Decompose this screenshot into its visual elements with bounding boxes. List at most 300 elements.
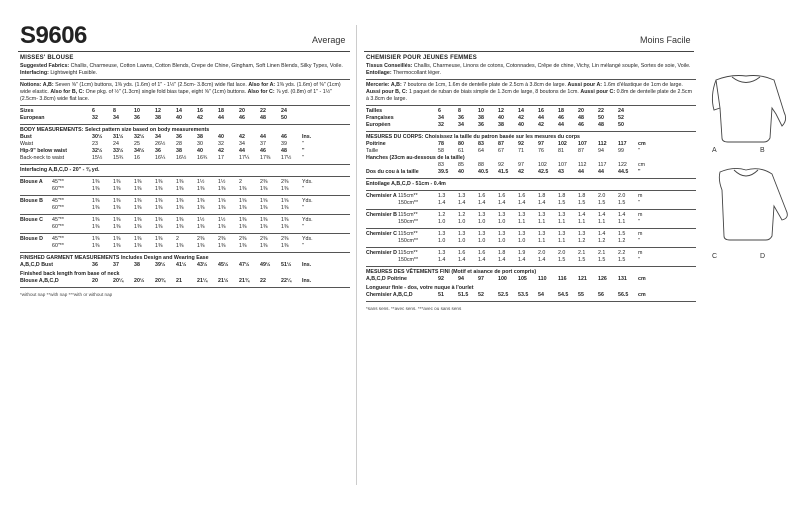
value-cell: 126 bbox=[598, 276, 607, 282]
value-cell: 1.3 bbox=[438, 231, 446, 237]
value-cell: 1⅜ bbox=[176, 217, 184, 223]
value-cell: 34 bbox=[155, 134, 161, 140]
row-label: Chemisier D bbox=[366, 250, 397, 256]
value-cell: 1⅜ bbox=[281, 205, 289, 211]
value-cell: 1⅜ bbox=[113, 205, 121, 211]
value-cell: 34 bbox=[438, 115, 444, 121]
value-cell: " bbox=[638, 257, 640, 263]
value-cell: 38 bbox=[134, 262, 140, 268]
table-row bbox=[366, 122, 696, 129]
value-cell: 1⅜ bbox=[92, 236, 100, 242]
value-cell: 1.4 bbox=[618, 212, 626, 218]
value-cell: 46 bbox=[578, 122, 584, 128]
value-cell: 1⅜ bbox=[218, 205, 226, 211]
row-label bbox=[366, 200, 398, 207]
divider bbox=[20, 287, 350, 288]
value-cell: 81 bbox=[558, 148, 564, 154]
row-values bbox=[52, 243, 323, 250]
row-values bbox=[52, 179, 323, 186]
value-cell: 40 bbox=[498, 115, 504, 121]
value-cell: 1.2 bbox=[438, 212, 446, 218]
value-cell: 40.5 bbox=[478, 169, 489, 175]
value-cell: 16 bbox=[538, 108, 544, 114]
value-cell: Yds. bbox=[302, 236, 313, 242]
divider bbox=[20, 124, 350, 125]
value-cell: 1⅜ bbox=[92, 179, 100, 185]
value-cell: 1⅜ bbox=[92, 243, 100, 249]
value-cell: 60"** bbox=[52, 186, 64, 192]
value-cell: 44 bbox=[218, 115, 224, 121]
value-cell: 34 bbox=[458, 122, 464, 128]
footnote: *without nap **with nap ***with or without nap bbox=[20, 292, 113, 297]
value-cell: 1⅜ bbox=[281, 217, 289, 223]
value-cell: 30½ bbox=[92, 134, 103, 140]
value-cell: Ins. bbox=[302, 278, 312, 284]
value-cell: 1⅜ bbox=[218, 243, 226, 249]
value-cell: 1⅜ bbox=[155, 243, 163, 249]
value-cell: 97 bbox=[518, 162, 524, 168]
row-values bbox=[92, 278, 323, 285]
value-cell: 1.5 bbox=[598, 200, 606, 206]
row-label: Blouse C bbox=[20, 217, 43, 223]
value-cell: cm bbox=[638, 162, 646, 168]
value-cell: 1.0 bbox=[518, 238, 526, 244]
value-cell: 2.2 bbox=[618, 250, 626, 256]
value-cell: 54.5 bbox=[558, 292, 569, 298]
value-cell: 1.4 bbox=[598, 212, 606, 218]
value-cell: 1.2 bbox=[598, 238, 606, 244]
value-cell: 150cm** bbox=[398, 200, 419, 206]
value-cell: 36 bbox=[176, 134, 182, 140]
value-cell: cm bbox=[638, 276, 646, 282]
value-cell: 1⅜ bbox=[92, 186, 100, 192]
row-values bbox=[438, 141, 658, 148]
finished-measurements-title: MESURES DES VÊTEMENTS FINI (Motif et aisance de port compris) bbox=[366, 269, 537, 275]
value-cell: 32½ bbox=[92, 148, 103, 154]
value-cell: 117 bbox=[618, 141, 627, 147]
divider bbox=[366, 79, 696, 80]
value-cell: 83 bbox=[478, 141, 484, 147]
value-cell: 8 bbox=[113, 108, 116, 114]
value-cell: 1.3 bbox=[518, 231, 526, 237]
value-cell: 40 bbox=[176, 115, 182, 121]
value-cell: 31½ bbox=[113, 134, 124, 140]
value-cell: 2⅜ bbox=[218, 236, 226, 242]
value-cell: 1.8 bbox=[538, 193, 546, 199]
english-column bbox=[20, 55, 350, 298]
value-cell: Yds. bbox=[302, 179, 313, 185]
value-cell: 2⅜ bbox=[260, 179, 268, 185]
value-cell: 38 bbox=[197, 134, 203, 140]
value-cell: 8 bbox=[458, 108, 461, 114]
value-cell: cm bbox=[638, 292, 646, 298]
value-cell: 1.3 bbox=[498, 212, 506, 218]
value-cell: 36 bbox=[458, 115, 464, 121]
table-row bbox=[20, 108, 350, 115]
value-cell: 52.5 bbox=[498, 292, 509, 298]
value-cell: 1½ bbox=[218, 217, 226, 223]
value-cell: 1.3 bbox=[578, 231, 586, 237]
value-cell: 40 bbox=[197, 148, 203, 154]
value-cell: 1.3 bbox=[438, 250, 446, 256]
value-cell: 92 bbox=[498, 162, 504, 168]
value-cell: 1⅜ bbox=[239, 186, 247, 192]
value-cell: " bbox=[638, 238, 640, 244]
value-cell: 1⅜ bbox=[113, 198, 121, 204]
table-row bbox=[20, 115, 350, 122]
value-cell: 46 bbox=[239, 115, 245, 121]
value-cell: 1.5 bbox=[618, 200, 626, 206]
value-cell: 1.6 bbox=[518, 193, 526, 199]
value-cell: 45"** bbox=[52, 198, 64, 204]
row-values bbox=[92, 141, 323, 148]
value-cell: 1.2 bbox=[458, 212, 466, 218]
value-cell: 1⅝ bbox=[218, 198, 226, 204]
value-cell: 1.0 bbox=[438, 219, 446, 225]
yardage-row bbox=[366, 219, 696, 226]
value-cell: 1.5 bbox=[558, 200, 566, 206]
value-cell: 1⅜ bbox=[197, 186, 205, 192]
row-values bbox=[398, 257, 658, 264]
view-label-b: B bbox=[760, 147, 765, 154]
row-label bbox=[20, 243, 52, 250]
finished-measurements-title: FINISHED GARMENT MEASUREMENTS Includes Design and Wearing Ease bbox=[20, 255, 209, 261]
value-cell: 2.0 bbox=[598, 193, 606, 199]
value-cell: 36 bbox=[155, 148, 161, 154]
value-cell: 39 bbox=[281, 141, 287, 147]
value-cell: 1.4 bbox=[498, 257, 506, 263]
value-cell: 56.5 bbox=[618, 292, 629, 298]
row-label: Blouse D bbox=[20, 236, 43, 242]
value-cell: Ins. bbox=[302, 262, 312, 268]
value-cell: 42 bbox=[239, 134, 245, 140]
english-header-rule bbox=[18, 22, 350, 52]
value-cell: 51 bbox=[438, 292, 444, 298]
value-cell: 42 bbox=[518, 169, 524, 175]
row-label: Européen bbox=[366, 122, 391, 128]
yardage-row bbox=[366, 238, 696, 245]
value-cell: 1.5 bbox=[558, 257, 566, 263]
value-cell: 121 bbox=[578, 276, 587, 282]
value-cell: " bbox=[638, 148, 640, 154]
value-cell: 115cm** bbox=[398, 212, 418, 218]
value-cell: 122 bbox=[618, 162, 627, 168]
value-cell: 150cm** bbox=[398, 238, 419, 244]
value-cell: Ins. bbox=[302, 134, 312, 140]
value-cell: 42 bbox=[518, 115, 524, 121]
value-cell: 20¾ bbox=[155, 278, 166, 284]
value-cell: 32 bbox=[92, 115, 98, 121]
row-label: Blouse A bbox=[20, 179, 43, 185]
value-cell: 17⅜ bbox=[260, 155, 271, 161]
value-cell: 1.5 bbox=[598, 257, 606, 263]
value-cell: 2⅜ bbox=[281, 236, 289, 242]
value-cell: 17 bbox=[218, 155, 224, 161]
row-label: Chemisier C bbox=[366, 231, 397, 237]
value-cell: 1⅜ bbox=[155, 186, 163, 192]
value-cell: 56 bbox=[598, 292, 604, 298]
row-values bbox=[398, 238, 658, 245]
value-cell: 110 bbox=[538, 276, 547, 282]
value-cell: 54 bbox=[538, 292, 544, 298]
value-cell: 1⅜ bbox=[134, 179, 142, 185]
table-row bbox=[366, 169, 696, 176]
french-notions: Mercerie: A,B: 7 boutons de 1cm, 1.6m de dentelle plate de 2.5cm à 3.8cm de large. Aussi pour A: 1.6m d'élastique de 1cm de large. Aussi pour B, C: 1 paquet de ruban de biais simple de 1.3cm de large, 8 boutons de 1cm. Aussi pour C: 0.8m de dentelle plate de 2.5cm à 3.8cm de large. bbox=[366, 82, 692, 102]
divider bbox=[20, 252, 350, 253]
value-cell: 33½ bbox=[113, 148, 124, 154]
value-cell: 51½ bbox=[281, 262, 292, 268]
value-cell: 60"** bbox=[52, 224, 64, 230]
row-values bbox=[398, 250, 658, 257]
row-values bbox=[438, 162, 658, 169]
yardage-row bbox=[366, 257, 696, 264]
value-cell: 17¼ bbox=[239, 155, 250, 161]
yardage-row bbox=[20, 217, 350, 224]
footnote: *sans sens. **avec sens. ***avec ou sans sens bbox=[366, 306, 462, 311]
value-cell: 1⅜ bbox=[260, 186, 268, 192]
value-cell: 1⅜ bbox=[113, 243, 121, 249]
divider bbox=[366, 105, 696, 106]
table-row bbox=[20, 134, 350, 141]
view-a-b-drawing bbox=[712, 76, 785, 143]
value-cell: 38 bbox=[498, 122, 504, 128]
value-cell: 1.3 bbox=[518, 212, 526, 218]
value-cell: 16½ bbox=[176, 155, 187, 161]
row-label bbox=[366, 219, 398, 226]
value-cell: 97 bbox=[478, 276, 484, 282]
row-label: Dos du cou à la taille bbox=[366, 169, 419, 175]
value-cell: 150cm** bbox=[398, 219, 419, 225]
table-row bbox=[366, 141, 696, 148]
value-cell: 2 bbox=[176, 236, 179, 242]
value-cell: 60"** bbox=[52, 243, 64, 249]
value-cell: 131 bbox=[618, 276, 627, 282]
value-cell: 24 bbox=[281, 108, 287, 114]
value-cell: 1⅜ bbox=[176, 179, 184, 185]
value-cell: " bbox=[638, 169, 641, 175]
row-values bbox=[438, 292, 658, 299]
value-cell: 46 bbox=[260, 148, 266, 154]
table-row bbox=[366, 276, 696, 283]
row-label: Chemisier A bbox=[366, 193, 397, 199]
value-cell: 39½ bbox=[155, 262, 166, 268]
divider bbox=[20, 195, 350, 196]
value-cell: 1½ bbox=[197, 217, 205, 223]
value-cell: 42.5 bbox=[538, 169, 549, 175]
row-values bbox=[438, 276, 658, 283]
value-cell: 1⅜ bbox=[92, 205, 100, 211]
row-label: Sizes bbox=[20, 108, 34, 114]
value-cell: 42 bbox=[218, 148, 224, 154]
value-cell: 1.0 bbox=[458, 219, 466, 225]
finished-length-label: Longueur finie - dos, votre nuque à l'ourlet bbox=[366, 285, 474, 291]
value-cell: 1⅝ bbox=[281, 198, 289, 204]
view-label-a: A bbox=[712, 147, 717, 154]
value-cell: 92 bbox=[518, 141, 524, 147]
value-cell: 36 bbox=[134, 115, 140, 121]
value-cell: 2⅜ bbox=[281, 179, 289, 185]
value-cell: 1.5 bbox=[578, 257, 586, 263]
row-label: Poitrine bbox=[366, 141, 386, 147]
french-column bbox=[366, 55, 696, 312]
value-cell: 18 bbox=[558, 108, 564, 114]
value-cell: 1.8 bbox=[558, 193, 566, 199]
row-values bbox=[92, 108, 302, 115]
pattern-number: S9606 bbox=[20, 22, 87, 49]
value-cell: 1⅜ bbox=[218, 224, 226, 230]
value-cell: 1.4 bbox=[478, 257, 486, 263]
yardage-row bbox=[366, 200, 696, 207]
value-cell: 38 bbox=[478, 115, 484, 121]
value-cell: 1⅜ bbox=[155, 217, 163, 223]
value-cell: 1.3 bbox=[538, 212, 546, 218]
value-cell: 1.4 bbox=[458, 200, 466, 206]
divider bbox=[366, 228, 696, 229]
row-label: Waist bbox=[20, 141, 34, 147]
value-cell: 51.5 bbox=[458, 292, 469, 298]
value-cell: 105 bbox=[518, 276, 527, 282]
divider bbox=[20, 164, 350, 165]
row-label: Bust bbox=[20, 134, 32, 140]
value-cell: 87 bbox=[498, 141, 504, 147]
value-cell: 21¾ bbox=[239, 278, 250, 284]
row-values bbox=[52, 217, 323, 224]
value-cell: 102 bbox=[558, 141, 567, 147]
value-cell: m bbox=[638, 212, 643, 218]
value-cell: 1.3 bbox=[558, 212, 566, 218]
row-values bbox=[438, 108, 638, 115]
divider bbox=[366, 266, 696, 267]
value-cell: 94 bbox=[598, 148, 604, 154]
value-cell: 21½ bbox=[218, 278, 229, 284]
row-values bbox=[398, 193, 658, 200]
difficulty-french: Moins Facile bbox=[640, 35, 691, 45]
row-label: A,B,C,D Bust bbox=[20, 262, 53, 268]
value-cell: 17½ bbox=[281, 155, 292, 161]
value-cell: 1⅜ bbox=[260, 217, 268, 223]
value-cell: 20½ bbox=[134, 278, 145, 284]
value-cell: 50 bbox=[281, 115, 287, 121]
value-cell: 1⅜ bbox=[155, 198, 163, 204]
value-cell: 1⅜ bbox=[260, 243, 268, 249]
value-cell: 1.9 bbox=[518, 250, 526, 256]
value-cell: 1.1 bbox=[618, 219, 626, 225]
view-label-d: D bbox=[760, 253, 766, 260]
value-cell: 1.3 bbox=[558, 231, 566, 237]
value-cell: " bbox=[302, 155, 304, 161]
row-label: Hanches (23cm au-dessous de la taille) bbox=[366, 155, 465, 161]
divider bbox=[20, 214, 350, 215]
value-cell: 76 bbox=[538, 148, 544, 154]
value-cell: 1.0 bbox=[458, 238, 466, 244]
value-cell: 2.0 bbox=[558, 250, 566, 256]
value-cell: 48 bbox=[598, 122, 604, 128]
value-cell: 6 bbox=[438, 108, 441, 114]
value-cell: 1.6 bbox=[478, 250, 486, 256]
value-cell: 1⅜ bbox=[134, 224, 142, 230]
english-fabrics: Suggested Fabrics: Challis, Charmeuse, Cotton Lawns, Cotton Blends, Crepe de Chine, Gingham, Soft Linen Blends, Silky Types, Voile. Interfacing: Lightweight Fusible. bbox=[20, 63, 343, 76]
value-cell: 1⅜ bbox=[155, 236, 163, 242]
yardage-row bbox=[20, 243, 350, 250]
value-cell: 32½ bbox=[134, 134, 145, 140]
value-cell: Yds. bbox=[302, 198, 313, 204]
value-cell: 1⅜ bbox=[134, 217, 142, 223]
value-cell: 1.0 bbox=[478, 238, 486, 244]
value-cell: 1⅝ bbox=[260, 198, 268, 204]
value-cell: 47½ bbox=[239, 262, 250, 268]
row-values bbox=[52, 236, 323, 243]
value-cell: 32 bbox=[438, 122, 444, 128]
value-cell: 1.1 bbox=[578, 219, 586, 225]
french-title: CHEMISIER POUR JEUNES FEMMES bbox=[366, 55, 477, 61]
value-cell: 36 bbox=[478, 122, 484, 128]
value-cell: 1.1 bbox=[538, 219, 546, 225]
value-cell: 1.1 bbox=[558, 219, 566, 225]
row-label: Back-neck to waist bbox=[20, 155, 65, 161]
value-cell: 1.4 bbox=[538, 200, 546, 206]
value-cell: 6 bbox=[92, 108, 95, 114]
value-cell: 2.1 bbox=[578, 250, 586, 256]
table-row bbox=[20, 278, 350, 285]
value-cell: 1.6 bbox=[458, 250, 466, 256]
value-cell: 37 bbox=[113, 262, 119, 268]
value-cell: " bbox=[302, 186, 304, 192]
value-cell: 1.2 bbox=[618, 238, 626, 244]
english-notions: Notions: A,B: Seven ⅝" (1cm) buttons, 1⅜ yds. (1.6m) of 1" - 1½" (2.5cm- 3.8cm) wide flat lace. Also for A: 1⅜ yds. (1.6m) of ⅜" (1cm) wide elastic. Also for B, C: One pkg. of ½" (1.3cm) single fold bias tape, eight ⅝" (1cm) buttons. Also for C: ⅞ yd. (0.8m) of 1" - 1½" (2.5cm- 3.8cm) wide flat lace. bbox=[20, 82, 341, 102]
value-cell: 16¾ bbox=[197, 155, 208, 161]
value-cell: 1⅜ bbox=[113, 179, 121, 185]
value-cell: 36 bbox=[92, 262, 98, 268]
row-label: Blouse B bbox=[20, 198, 43, 204]
value-cell: 1⅜ bbox=[239, 217, 247, 223]
value-cell: 1⅜ bbox=[281, 243, 289, 249]
english-title: MISSES' BLOUSE bbox=[20, 55, 74, 61]
value-cell: 30 bbox=[197, 141, 203, 147]
row-label: European bbox=[20, 115, 45, 121]
table-row bbox=[366, 292, 696, 299]
row-label: Blouse A,B,C,D bbox=[20, 278, 59, 284]
finished-length-label: Finished back length from base of neck bbox=[20, 271, 120, 277]
value-cell: 20 bbox=[578, 108, 584, 114]
row-label: Chemisier A,B,C,D bbox=[366, 292, 413, 298]
value-cell: 50 bbox=[598, 115, 604, 121]
value-cell: 1.5 bbox=[578, 200, 586, 206]
row-label bbox=[20, 224, 52, 231]
row-values bbox=[438, 122, 638, 129]
value-cell: 24 bbox=[618, 108, 624, 114]
value-cell: 1⅜ bbox=[218, 186, 226, 192]
value-cell: 1⅜ bbox=[197, 224, 205, 230]
table-row bbox=[20, 262, 350, 269]
body-measurements-title: BODY MEASUREMENTS: Select pattern size based on body measurements bbox=[20, 127, 210, 133]
value-cell: 12 bbox=[155, 108, 161, 114]
value-cell: 1⅜ bbox=[260, 205, 268, 211]
difficulty-english: Average bbox=[312, 35, 346, 45]
value-cell: 1.1 bbox=[598, 219, 606, 225]
value-cell: 22 bbox=[260, 278, 266, 284]
value-cell: 115cm** bbox=[398, 193, 418, 199]
table-row bbox=[366, 162, 696, 169]
yardage-row bbox=[20, 224, 350, 231]
value-cell: 1⅜ bbox=[134, 205, 142, 211]
value-cell: 44 bbox=[598, 169, 604, 175]
row-values bbox=[398, 219, 658, 226]
value-cell: 48 bbox=[281, 148, 287, 154]
value-cell: 1.6 bbox=[478, 193, 486, 199]
value-cell: 1.4 bbox=[578, 212, 586, 218]
value-cell: 71 bbox=[518, 148, 524, 154]
value-cell: 1.4 bbox=[478, 200, 486, 206]
